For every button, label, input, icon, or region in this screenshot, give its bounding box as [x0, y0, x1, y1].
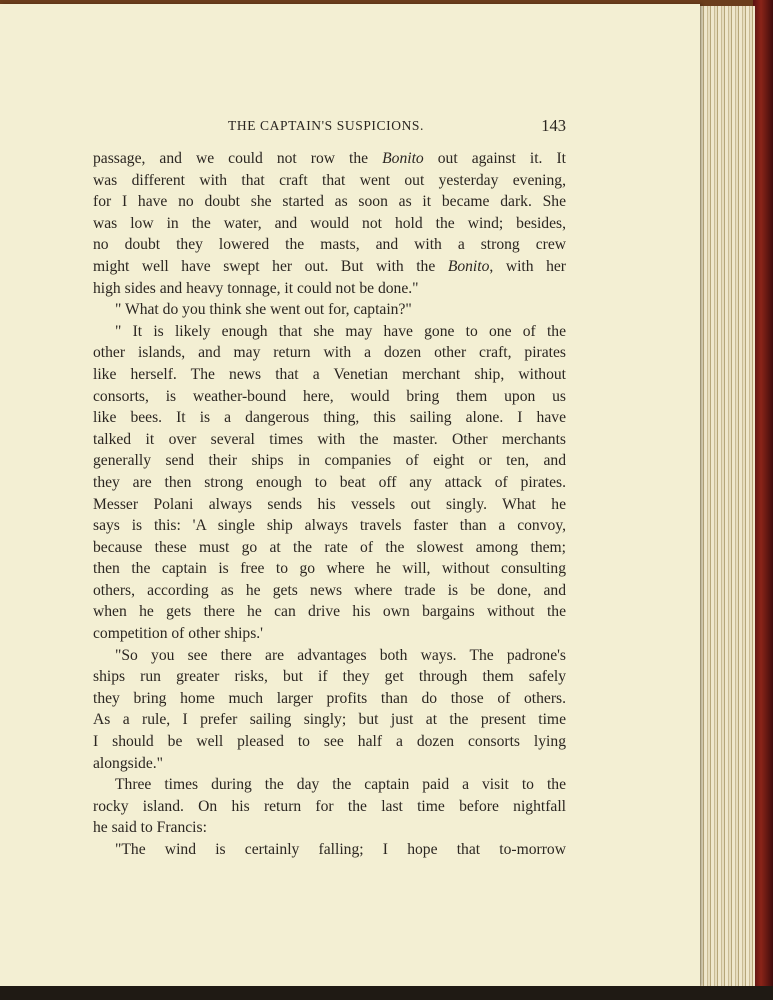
body-text — [93, 148, 566, 861]
text-line: then the captain is free to go where he will, without consulting — [93, 560, 566, 578]
text-line: others, according as he gets news where trade is be done, and — [93, 581, 566, 599]
text-line: like herself. The news that a Venetian merchant ship, without — [93, 365, 566, 383]
ship-name: Bonito — [382, 150, 424, 167]
text-line: generally send their ships in companies of eight or ten, and — [93, 452, 566, 470]
text-line: As a rule, I prefer sailing singly; but just at the present time — [93, 711, 566, 729]
text-line: other islands, and may return with a dozen other craft, pirates — [93, 344, 566, 362]
text-line: because these must go at the rate of the slowest among them; — [93, 538, 566, 556]
text-line: competition of other ships.' — [93, 625, 263, 643]
text-line: like bees. It is a dangerous thing, this sailing alone. I have — [93, 409, 566, 427]
text-line: might well have swept her out. But with the Bonito, with her — [93, 257, 566, 275]
text-line: says is this: 'A single ship always travels faster than a convoy, — [93, 517, 566, 535]
ship-name: Bonito — [447, 257, 490, 275]
text-line: was low in the water, and would not hold the wind; besides, — [93, 214, 566, 232]
text-line: "So you see there are advantages both ways. The padrone's — [115, 646, 566, 664]
text-line: alongside." — [93, 754, 164, 772]
scan-bottom-edge — [0, 986, 773, 1000]
text-line: when he gets there he can drive his own bargains without the — [93, 603, 566, 621]
text-line: high sides and heavy tonnage, it could not be done." — [93, 279, 419, 297]
running-title: THE CAPTAIN'S SUSPICIONS. — [228, 118, 425, 133]
book-page — [0, 4, 700, 986]
text-line: was different with that craft that went out yesterday evening, — [93, 171, 566, 189]
book-binding — [753, 0, 773, 1000]
text-line: Three times during the day the captain paid a visit to the — [115, 776, 566, 794]
text-line: I should be well pleased to see half a dozen consorts lying — [93, 733, 566, 751]
text-line: he said to Francis: — [93, 819, 207, 837]
text-line: talked it over several times with the master. Other merchants — [93, 430, 566, 448]
text-line: rocky island. On his return for the last time before nightfall — [93, 797, 566, 815]
text-line: " What do you think she went out for, captain?" — [115, 301, 412, 319]
page-number: 143 — [541, 116, 566, 135]
text-line: Messer Polani always sends his vessels out singly. What he — [93, 495, 566, 513]
text-line: they bring home much larger profits than do those of others. — [93, 689, 566, 707]
text-line: "The wind is certainly falling; I hope that to-morrow — [115, 841, 566, 858]
page-header — [93, 116, 566, 138]
text-line: they are then strong enough to beat off any attack of pirates. — [93, 473, 566, 491]
text-line: " It is likely enough that she may have gone to one of the — [115, 322, 566, 340]
text-line: no doubt they lowered the masts, and with a strong crew — [93, 236, 566, 254]
text-line: passage, and we could not row the Bonito out against it. It — [93, 150, 566, 167]
text-line: consorts, is weather-bound here, would bring them upon us — [93, 387, 566, 405]
text-line: for I have no doubt she started as soon as it became dark. She — [93, 193, 566, 211]
text-line: ships run greater risks, but if they get through them safely — [93, 668, 566, 686]
